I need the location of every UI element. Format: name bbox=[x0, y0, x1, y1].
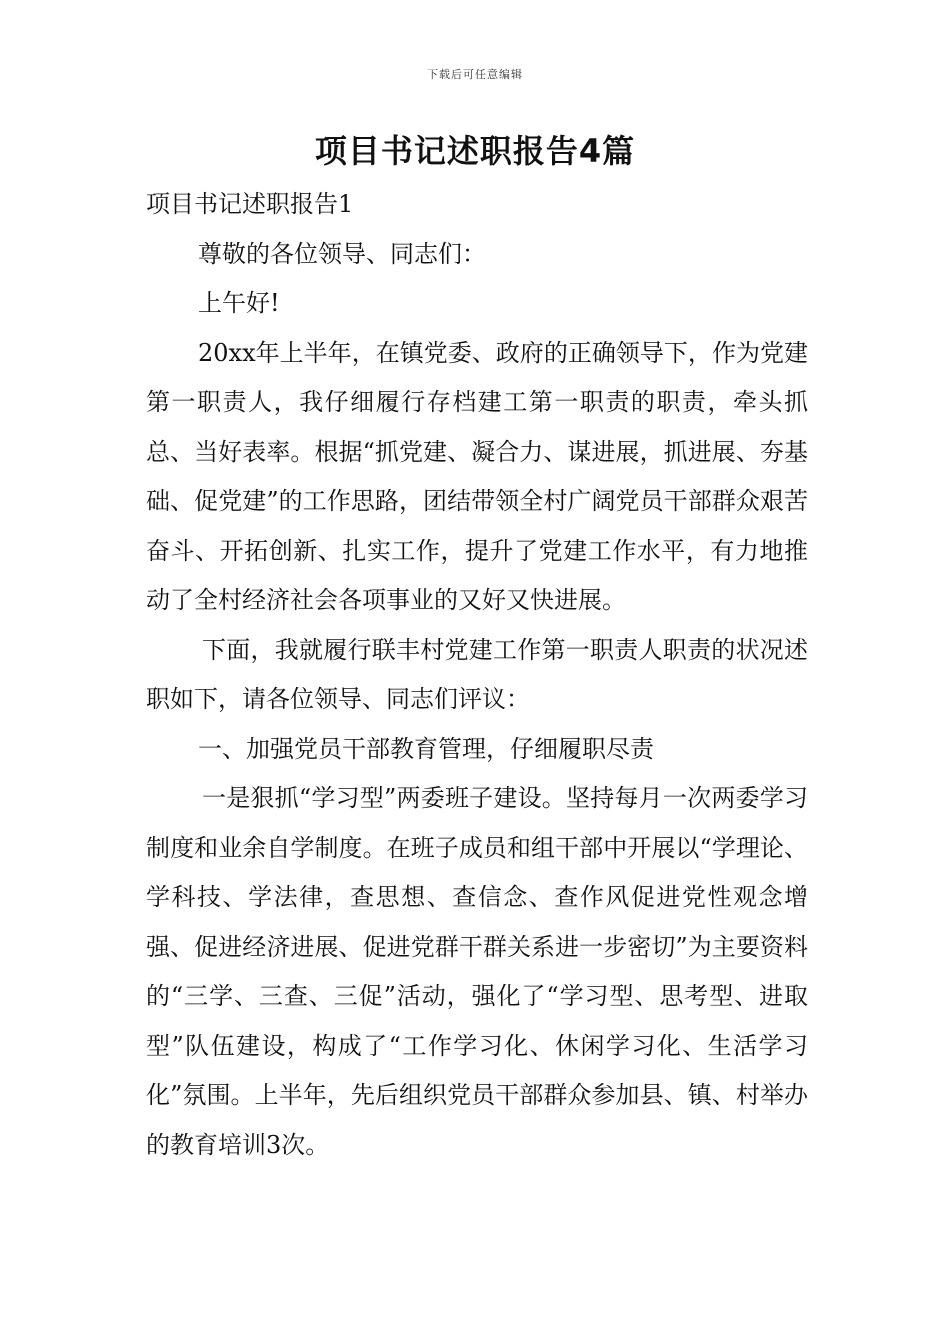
paragraph-study: 一是狠抓“学习型”两委班子建设。坚持每月一次两委学习制度和业余自学制度。在班子成员和组干部中开展以“学理论、学科技、学法律，查思想、查信念、查作风促进党性观念增强、促进经济进展、促进党群干群关系进一步密切”为主要资料的“三学、三查、三促”活动，强化了“学习型、思考型、进取型”队伍建设，构成了“工作学习化、休闲学习化、生活学习化”氛围。上半年，先后组织党员干部群众参加县、镇、村举办的教育培训3次。 bbox=[146, 784, 808, 1159]
paragraph-intro: 20xx年上半年，在镇党委、政府的正确领导下，作为党建第一职责人，我仔细履行存档建工第一职责的职责，牵头抓总、当好表率。根据“抓党建、凝合力、谋进展，抓进展、夯基础、促党建”的工作思路，团结带领全村广阔党员干部群众艰苦奋斗、开拓创新、扎实工作，提升了党建工作水平，有力地推动了全村经济社会各项事业的又好又快进展。 bbox=[146, 338, 808, 614]
paragraph-subheading: 一、加强党员干部教育管理，仔细履职尽责 bbox=[198, 734, 654, 763]
paragraph-greeting: 上午好! bbox=[198, 289, 280, 317]
section-heading: 项目书记述职报告1 bbox=[146, 190, 354, 218]
paragraph-salutation: 尊敬的各位领导、同志们： bbox=[198, 239, 486, 268]
header-note: 下载后可任意编辑 bbox=[427, 68, 523, 81]
paragraph-transition: 下面，我就履行联丰村党建工作第一职责人职责的状况述职如下，请各位领导、同志们评议： bbox=[146, 635, 808, 713]
document-body bbox=[146, 180, 808, 1170]
page-title: 项目书记述职报告4篇 bbox=[314, 132, 636, 170]
